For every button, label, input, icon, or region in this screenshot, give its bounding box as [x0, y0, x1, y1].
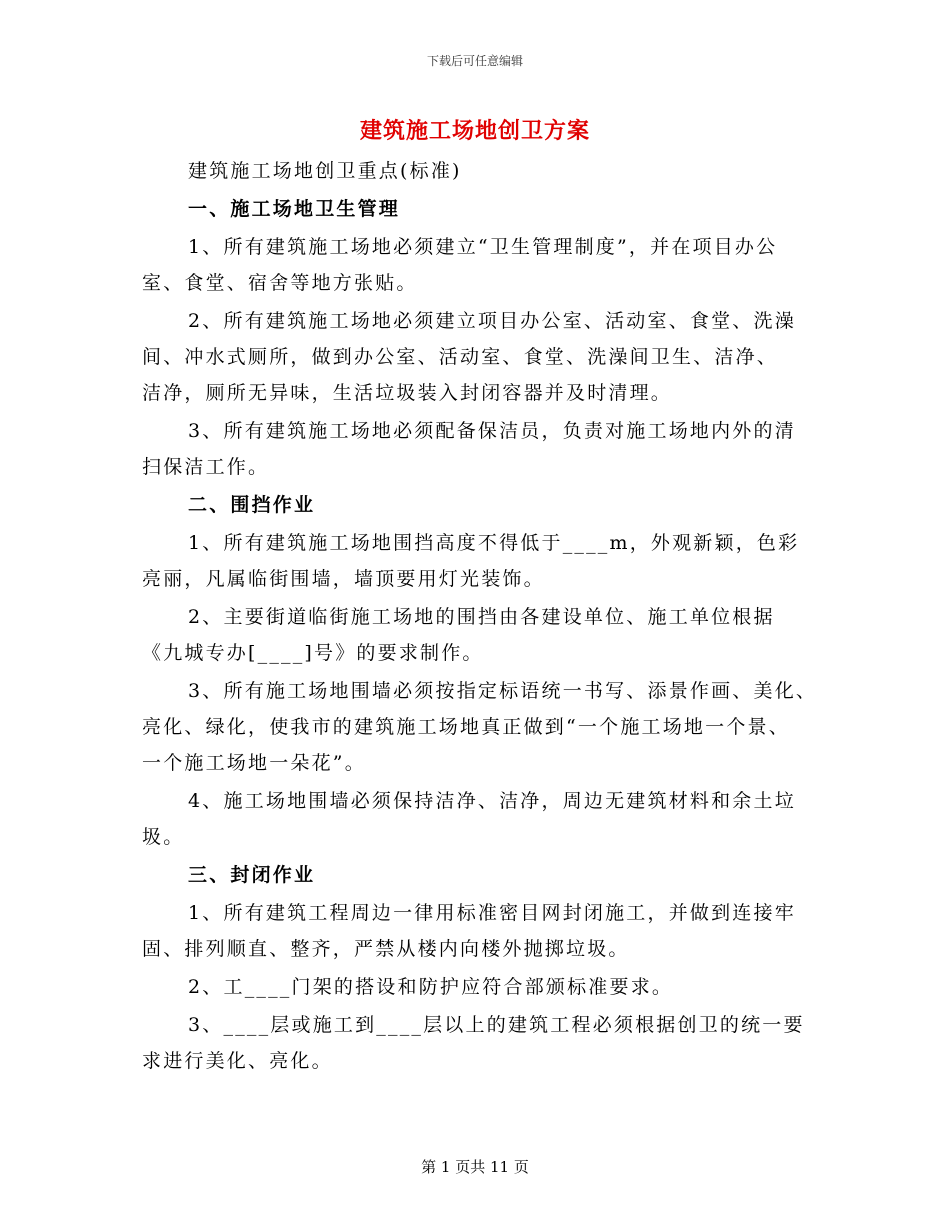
paragraph-line: 2、工____门架的搭设和防护应符合部颁标准要求。	[188, 976, 674, 998]
paragraph-line: 《九城专办[____]号》的要求制作。	[142, 642, 484, 664]
paragraph-line: 亮化、绿化，使我市的建筑施工场地真正做到“一个施工场地一个景、	[142, 716, 790, 738]
paragraph-line: 1、所有建筑施工场地围挡高度不得低于____m，外观新颖，色彩	[188, 532, 800, 554]
paragraph-line: 2、主要街道临街施工场地的围挡由各建设单位、施工单位根据	[188, 606, 775, 628]
paragraph-line: 亮丽，凡属临街围墙，墙顶要用灯光装饰。	[142, 568, 545, 590]
paragraph-line: 1、所有建筑工程周边一律用标准密目网封闭施工，并做到连接牢	[188, 902, 796, 924]
paragraph-line: 扫保洁工作。	[142, 456, 270, 478]
paragraph-line: 求进行美化、亮化。	[142, 1050, 333, 1072]
section-heading-1: 一、施工场地卫生管理	[188, 198, 401, 220]
page-header-note: 下载后可任意编辑	[426, 54, 523, 68]
page-number: 第 1 页共 11 页	[421, 1158, 529, 1176]
section-heading-2: 二、围挡作业	[188, 494, 316, 516]
document-subtitle: 建筑施工场地创卫重点(标准)	[188, 160, 462, 182]
document-title: 建筑施工场地创卫方案	[359, 118, 590, 144]
paragraph-line: 洁净，厕所无异味，生活垃圾装入封闭容器并及时清理。	[142, 382, 673, 404]
paragraph-line: 固、排列顺直、整齐，严禁从楼内向楼外抛掷垃圾。	[142, 938, 630, 960]
paragraph-line: 室、食堂、宿舍等地方张贴。	[142, 272, 418, 294]
paragraph-line: 间、冲水式厕所，做到办公室、活动室、食堂、洗澡间卫生、洁净、	[142, 346, 779, 368]
section-heading-3: 三、封闭作业	[188, 864, 316, 886]
paragraph-line: 3、所有建筑施工场地必须配备保洁员，负责对施工场地内外的清	[188, 420, 796, 442]
paragraph-line: 4、施工场地围墙必须保持洁净、洁净，周边无建筑材料和余土垃	[188, 790, 796, 812]
paragraph-line: 3、____层或施工到____层以上的建筑工程必须根据创卫的统一要	[188, 1014, 805, 1036]
paragraph-line: 1、所有建筑施工场地必须建立“卫生管理制度”，并在项目办公	[188, 236, 778, 258]
paragraph-line: 一个施工场地一朵花”。	[142, 752, 366, 774]
paragraph-line: 圾。	[142, 826, 185, 848]
paragraph-line: 3、所有施工场地围墙必须按指定标语统一书写、添景作画、美化、	[188, 680, 818, 702]
paragraph-line: 2、所有建筑施工场地必须建立项目办公室、活动室、食堂、洗澡	[188, 310, 796, 332]
